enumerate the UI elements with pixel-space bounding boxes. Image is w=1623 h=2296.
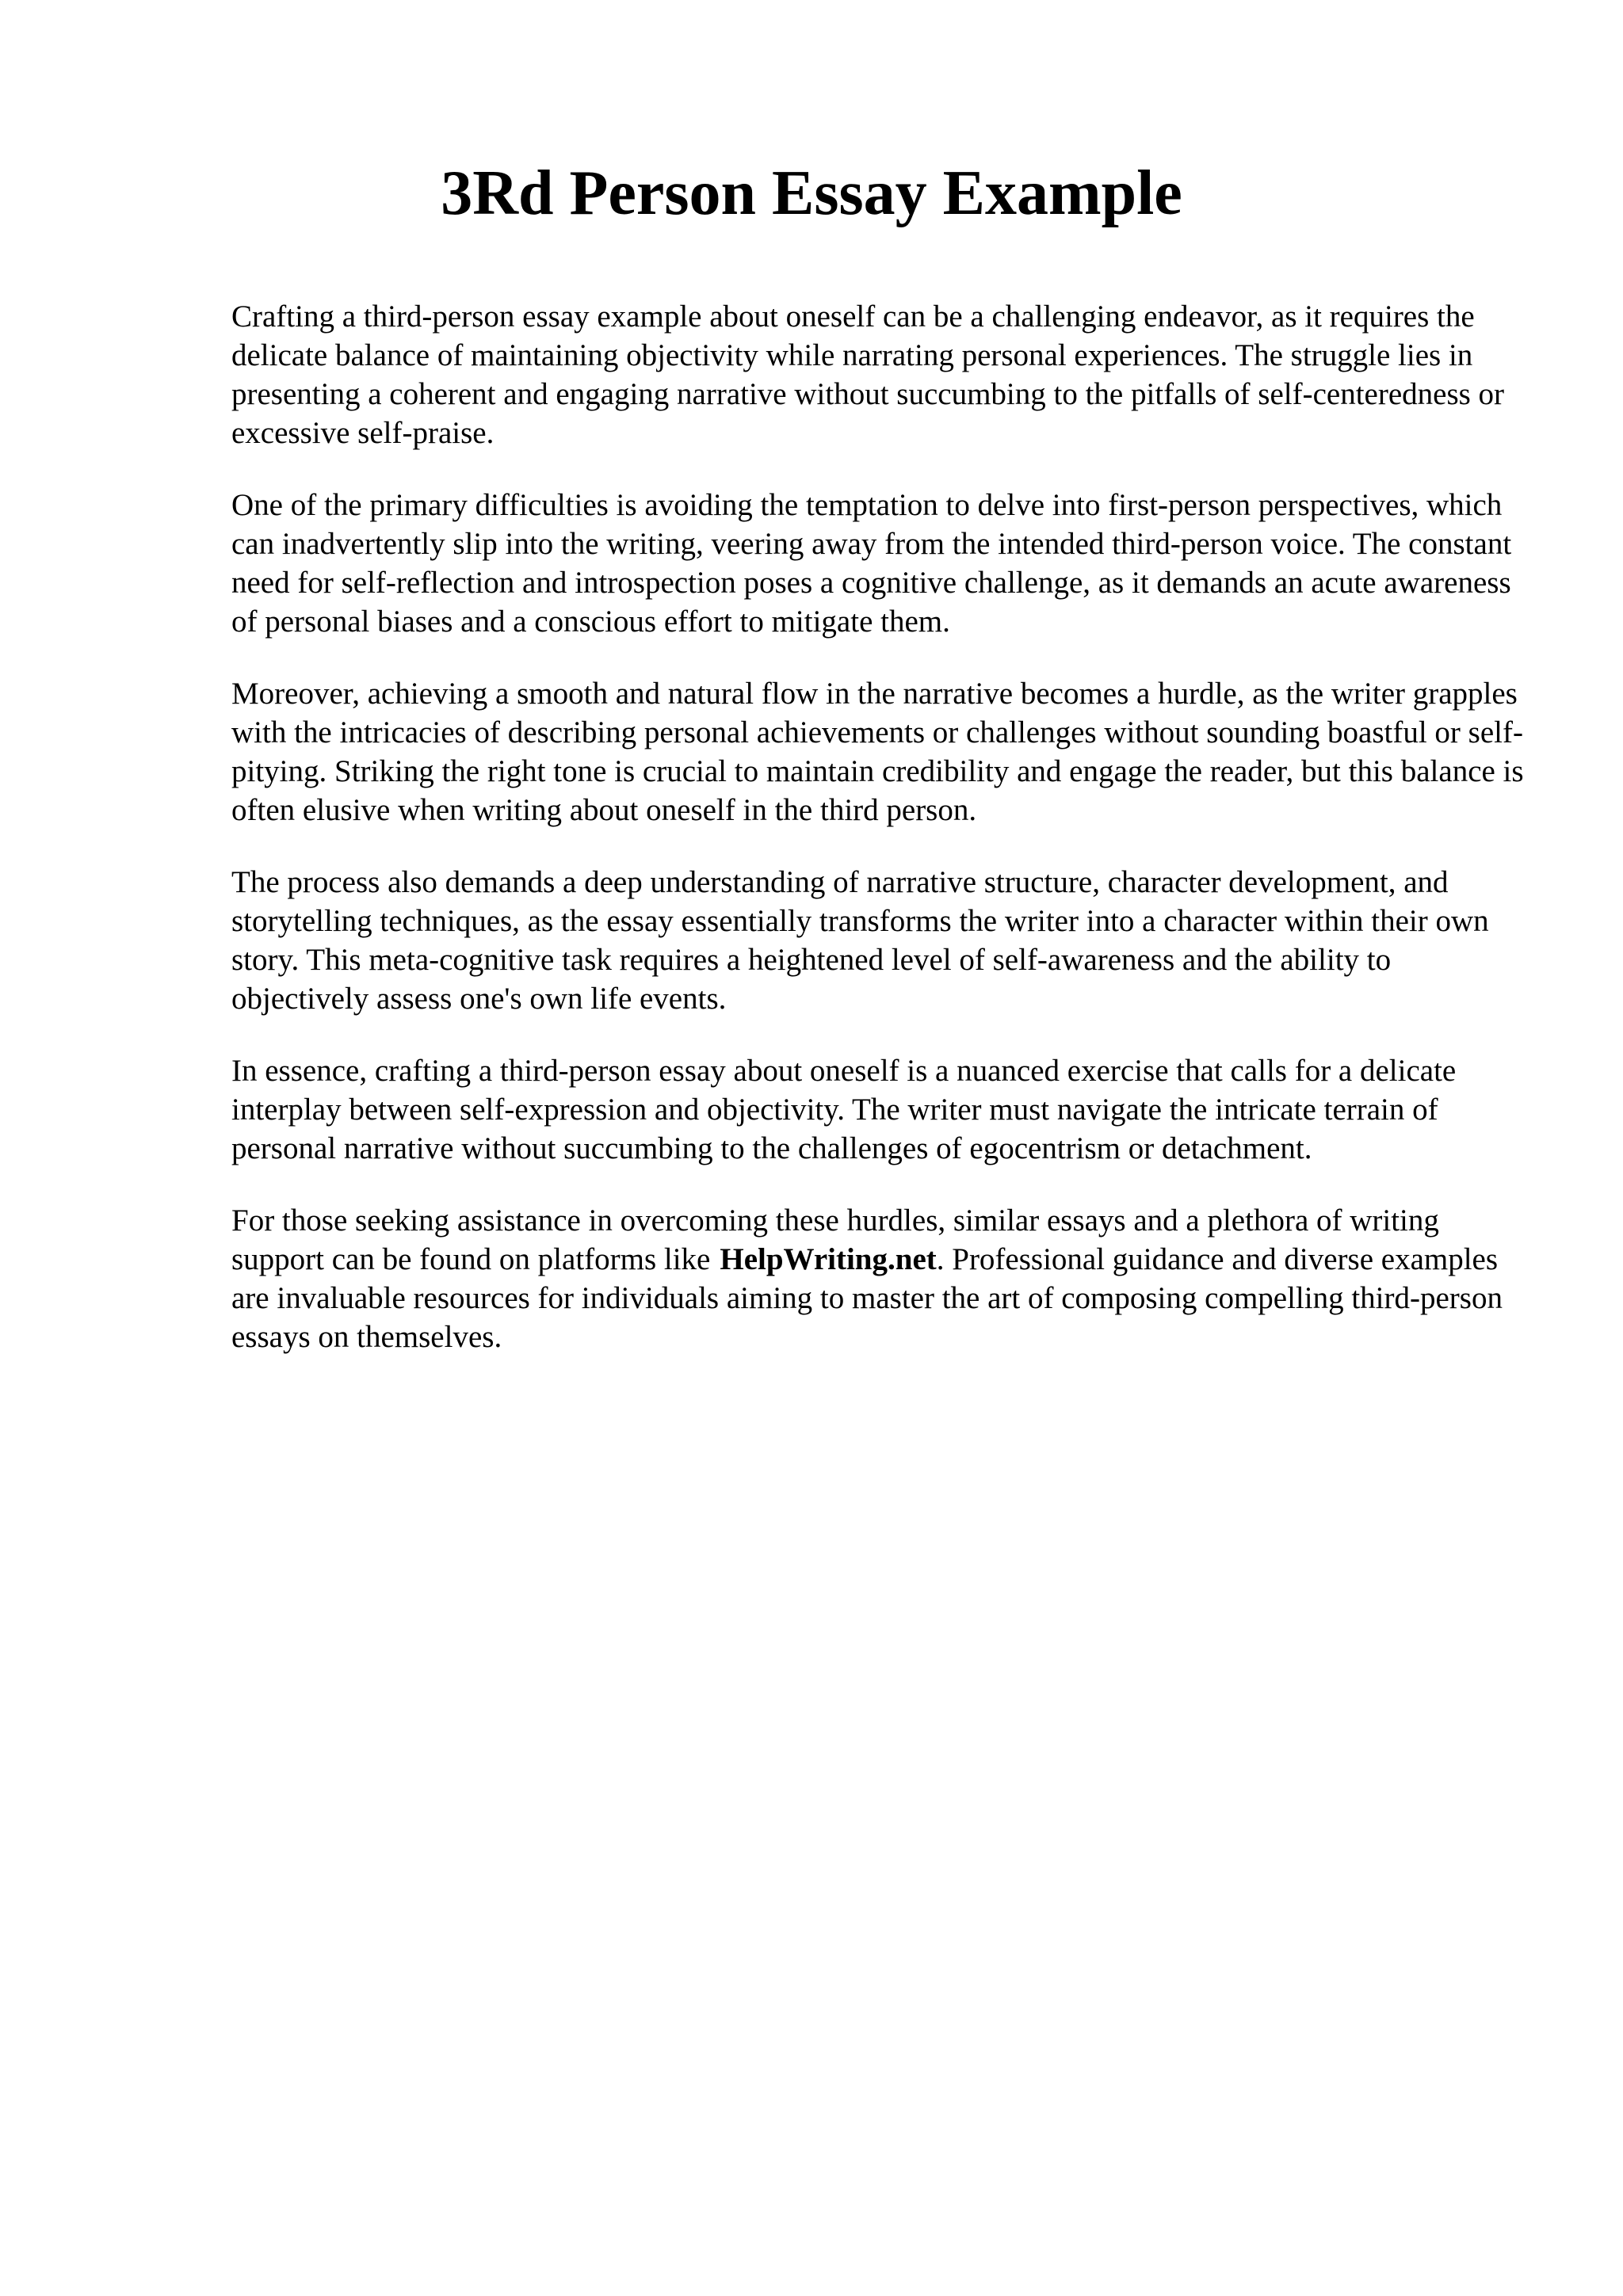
paragraph-5: In essence, crafting a third-person essay about oneself is a nuanced exercise that calls for a delicate interplay between self-expression and objectivity. The writer must navigate the intricate terrain of personal narrative without succumbing to the challenges of egocentrism or detachment. bbox=[231, 1054, 1457, 1165]
paragraph-1: Crafting a third-person essay example about oneself can be a challenging endeavor, as it requires the delicate balance of maintaining objectivity while narrating personal experiences. The struggle lies in presenting a coherent and engaging narrative without succumbing to the pitfalls of self-centeredness or excessive self-praise. bbox=[231, 299, 1505, 450]
page-title: 3Rd Person Essay Example bbox=[441, 158, 1182, 228]
paragraph-6-intro: For those seeking assistance in overcoming these hurdles, similar essays and a plethora of writing support can be found on platforms like bbox=[231, 1203, 1439, 1276]
paragraph-6 bbox=[231, 1201, 1531, 1356]
helpwriting-link[interactable]: HelpWriting.net bbox=[720, 1242, 937, 1276]
paragraph-2: One of the primary difficulties is avoiding the temptation to delve into first-person perspectives, which can inadvertently slip into the writing, veering away from the intended third-person voice. The constant need for self-reflection and introspection poses a cognitive challenge, as it demands an acute awareness of personal biases and a conscious effort to mitigate them. bbox=[231, 488, 1512, 639]
paragraph-4: The process also demands a deep understanding of narrative structure, character development, and storytelling techniques, as the essay essentially transforms the writer into a character within their own story. This meta-cognitive task requires a heightened level of self-awareness and the ability to objectively assess one's own life events. bbox=[231, 865, 1489, 1016]
essay-body bbox=[231, 297, 1531, 1390]
paragraph-6-outro: . Professional guidance and diverse examples are invaluable resources for individuals aiming to master the art of composing compelling third-person essays on themselves. bbox=[231, 1242, 1503, 1354]
paragraph-3: Moreover, achieving a smooth and natural flow in the narrative becomes a hurdle, as the writer grapples with the intricacies of describing personal achievements or challenges without sounding boastful or self-pitying. Striking the right tone is crucial to maintain credibility and engage the reader, but this balance is often elusive when writing about oneself in the third person. bbox=[231, 677, 1524, 827]
